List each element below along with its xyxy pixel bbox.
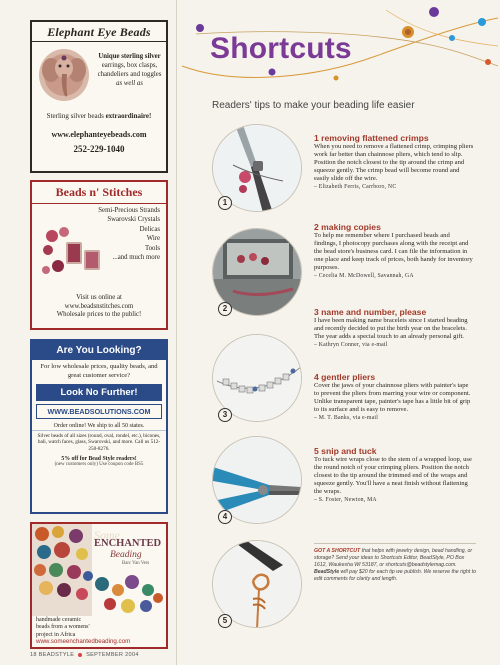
tip-5: [314, 446, 474, 504]
tip-number-badge-4: 4: [218, 510, 232, 524]
tip-heading: 4 gentler pliers: [314, 372, 376, 382]
ad-visit-block: [32, 294, 166, 320]
ad-line: as well as: [116, 80, 143, 87]
tip-heading: 2 making copies: [314, 222, 381, 232]
ad-list-item: Swarovski Crystals: [107, 216, 160, 224]
ad-brand-title: Beads n' Stitches: [32, 182, 166, 204]
tip-2: [314, 222, 474, 280]
ad-beads-n-stitches[interactable]: [30, 180, 168, 330]
ad-product-lines: [92, 52, 167, 88]
ad-description: handmade ceramic beads from a womens' project in Africa: [36, 617, 90, 638]
magazine-name: BEADSTYLE: [38, 652, 75, 658]
ad-product-list: [76, 206, 160, 262]
submit-lead: GOT A SHORTCUT: [314, 548, 361, 554]
ad-website-link[interactable]: www.elephanteyebeads.com: [51, 130, 147, 139]
ad-list-item: Tools: [144, 244, 160, 252]
tip-body: Cover the jaws of your chainnose pliers with painter's tape to prevent the pliers from marring your wire or component. Unlike transparent tape, painter's tape has a little bit of grip to its surface and is easy to remove.: [314, 382, 471, 413]
ad-line: chandeliers and toggles: [97, 71, 162, 78]
tip-byline: – Elizabeth Ferris, Carrboro, NC: [314, 183, 397, 190]
ad-brand-enchanted: ENCHANTED: [94, 538, 162, 549]
page-subtitle: Readers' tips to make your beading life easier: [212, 100, 415, 111]
ad-line: Unique sterling silver: [98, 53, 161, 60]
ad-visit-line: Wholesale prices to the public!: [56, 311, 142, 319]
ad-website-link[interactable]: www.someenchantedbeading.com: [36, 638, 131, 645]
ad-visit-line: Visit us online at: [76, 294, 122, 301]
ad-brand-beading: Beading: [110, 550, 142, 560]
ad-line: earrings, box clasps,: [101, 62, 158, 69]
ad-headline: Are You Looking?: [32, 341, 166, 360]
tip-number-badge-1: 1: [218, 196, 232, 210]
ad-list-item: Wire: [146, 235, 160, 243]
tip-heading: 1 removing flattened crimps: [314, 133, 429, 143]
page-footer: [30, 652, 139, 658]
tip-body: When you need to remove a flattened crimp, crimping pliers work far better than chainnose pliers, which tend to slip. Position the notch closest to the tip around the crimp and squeeze gently. The crimp bead will become round and easily slide off the wire.: [314, 143, 474, 182]
page-number: 18: [30, 652, 37, 658]
ad-bead-solutions[interactable]: [30, 339, 168, 514]
ad-coupon-text: (new customers only) Use coupon code BS5: [54, 462, 144, 468]
ad-brand-title: Elephant Eye Beads: [32, 22, 166, 42]
ad-tagline: [32, 112, 166, 120]
ad-list-item: Semi-Precious Strands: [98, 207, 160, 214]
ad-order-text: Order online! We ship to all 50 states.: [53, 423, 145, 429]
tip-4: [314, 372, 474, 422]
issue-date: SEPTEMBER 2004: [86, 652, 139, 658]
tip-heading: 5 snip and tuck: [314, 446, 377, 456]
tip-heading: 3 name and number, please: [314, 307, 427, 317]
page-title: Shortcuts: [210, 32, 352, 65]
elephant-pendant-image: [37, 46, 91, 104]
tip-body: I have been making name bracelets since I started beading and recently decided to put the birth year on the bracelets. The year adds a special touch to an already personal gift.: [314, 317, 468, 340]
tip-byline: – Cecelia M. McDowell, Savannah, GA: [314, 272, 414, 279]
ad-tagline-bold: extraordinaire!: [105, 112, 152, 120]
submit-brand: BeadStyle: [314, 569, 340, 575]
tip-byline: – S. Foster, Newton, MA: [314, 496, 377, 503]
submit-text: that helps with jewelry design, bead handling, or storage? Send your ideas to Shortcuts Editor, BeadStyle, PO Box 1612, Waukesha WI 53187, or shortcuts@beadstylemag.com.: [314, 548, 473, 568]
tip-number-badge-3: 3: [218, 408, 232, 422]
ad-phone-number: 252-229-1040: [73, 144, 125, 154]
bullet-dot-icon: [78, 653, 82, 657]
ad-list-item: ...and much more: [112, 254, 160, 262]
ad-tagline-text: Sterling silver beads: [46, 112, 104, 120]
ad-website-link[interactable]: WWW.BEADSOLUTIONS.COM: [36, 404, 162, 419]
tip-number-badge-2: 2: [218, 302, 232, 316]
ad-list-item: Delicas: [139, 225, 160, 233]
ad-subheadline: Look No Further!: [36, 384, 162, 401]
submit-shortcut-box: [314, 543, 476, 583]
tip-body: To tuck wire wraps close to the stem of a wrapped loop, use the round notch of your crimping pliers. Position the notch closest to the tip around the trimmed end of the wraps and squeeze gently. You'll have a neat finish without flattening the wraps.: [314, 456, 472, 495]
ad-brand-some: Some: [94, 528, 120, 542]
tip-1: [314, 133, 474, 191]
tip-number-badge-5: 5: [218, 614, 232, 628]
ad-discount-text: 5% off for Bead Style readers!: [61, 456, 137, 463]
ad-elephant-eye-beads[interactable]: [30, 20, 168, 173]
tip-byline: – M. T. Banks, via e-mail: [314, 414, 379, 421]
tip-body: To help me remember where I purchased beads and findings, I photocopy purchases along with the receipt and the bead store's business card. I can file the information in one place and keep track of prices, both handy for inventory purposes.: [314, 232, 473, 271]
submit-tail: will pay $20 for each tip we publish. We reserve the right to edit comments for clarity and length.: [314, 569, 476, 582]
tip-byline: – Kathryn Conner, via e-mail: [314, 341, 388, 348]
ad-intro-text: For low wholesale prices, quality beads, and great customer service?: [40, 363, 158, 379]
ad-photo-credit: Barc Van Vers: [122, 561, 150, 566]
ad-some-enchanted-beading[interactable]: [30, 522, 168, 649]
tip-3: [314, 307, 474, 349]
ad-website-link[interactable]: www.beadsnstitches.com: [64, 302, 134, 310]
ad-details-text: Silver beads of all sizes (round, oval, rondel, etc.), bicones, bali, watch faces, glass, Swarovski, and more. Call us 512-250-8276.: [32, 430, 166, 454]
